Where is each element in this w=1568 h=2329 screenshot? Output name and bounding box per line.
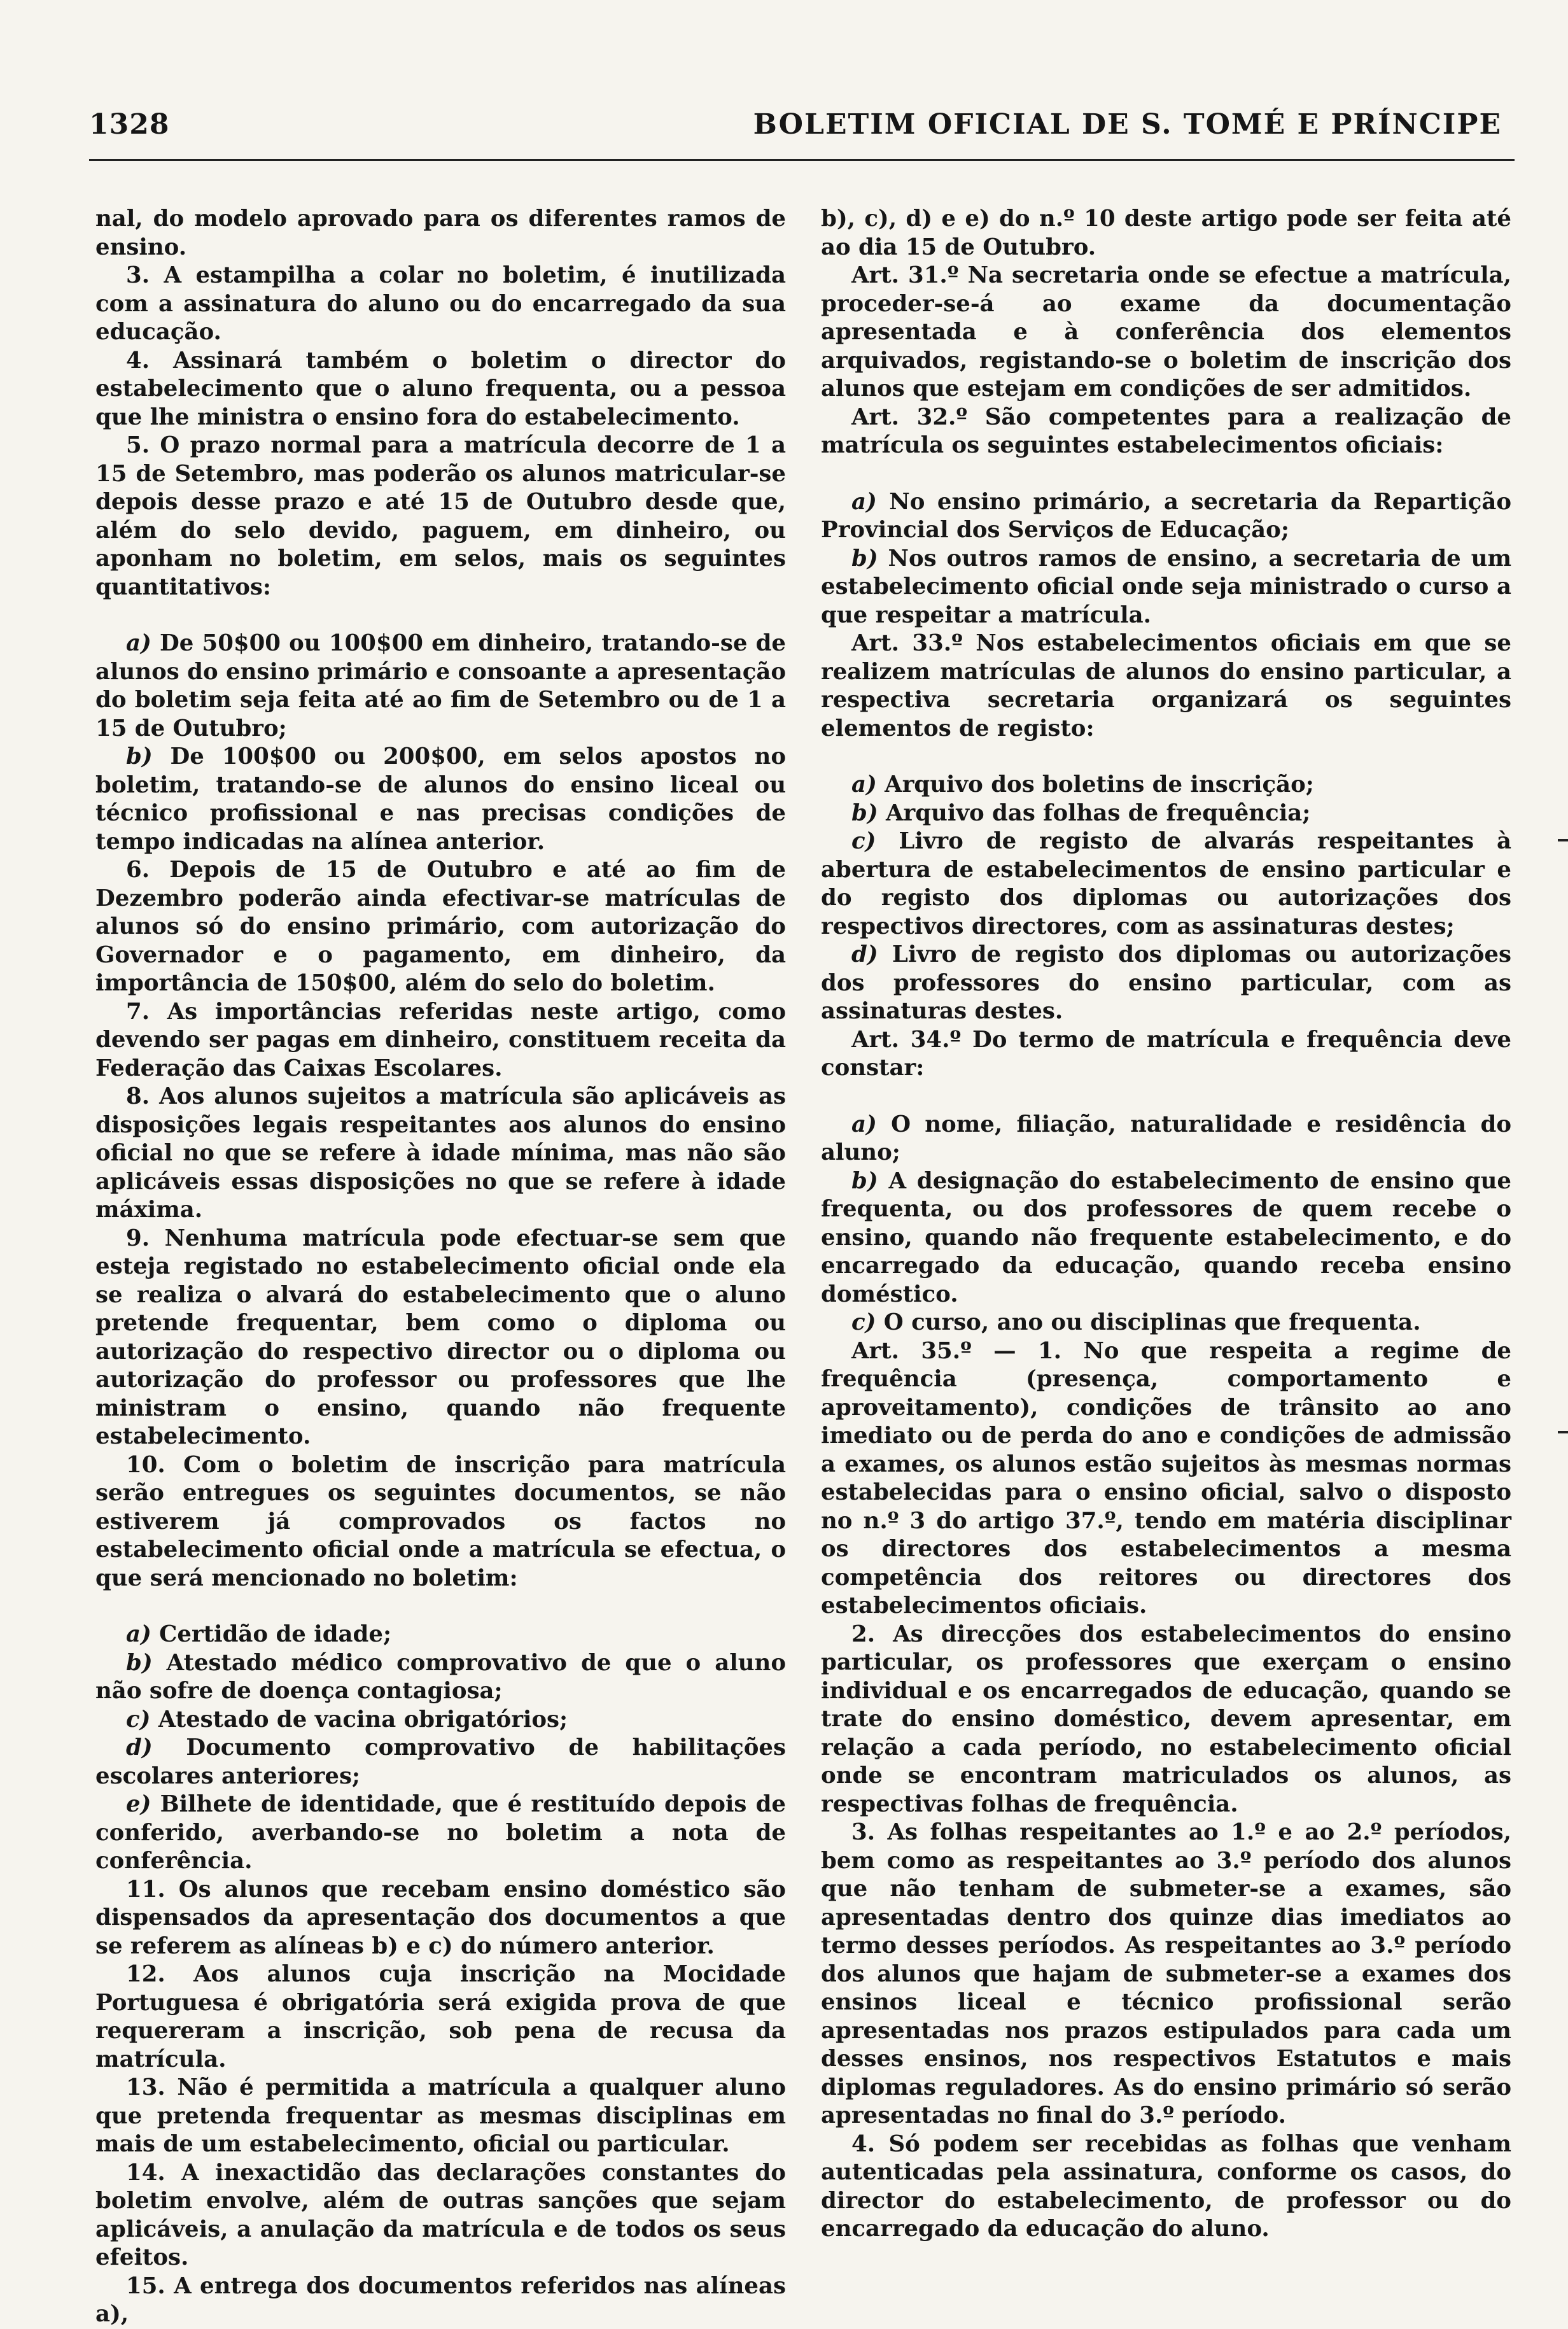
list-item [821,1167,1511,1309]
item-letter: c) [851,828,876,854]
margin-mark [1558,839,1568,841]
list-item [821,941,1511,1026]
paragraph: 10. Com o boletim de inscrição para matrícula serão entregues os seguintes documentos, se não estiverem já comprovados os factos no estabelecimento oficial onde a matrícula se efectua, o que será mencionado no boletim: [95,1451,786,1591]
paragraph: 6. Depois de 15 de Outubro e até ao fim de Dezembro poderão ainda efectivar-se matrículas de alunos só do ensino primário, com autorização do Governador e o pagamento, em dinheiro, da importância de 150$00, além do selo do boletim. [95,857,786,996]
paragraph: 15. A entrega dos documentos referidos nas alíneas a), [95,2272,786,2327]
paragraph-gap [821,460,1511,488]
item-text: Documento comprovativo de habilitações escolares anteriores; [95,1734,786,1789]
paragraph: Art. 34.º Do termo de matrícula e frequência deve constar: [821,1026,1511,1081]
paragraph-gap [821,1083,1511,1111]
item-letter: d) [126,1734,153,1761]
paragraph: 14. A inexactidão das declarações constantes do boletim envolve, além de outras sanções que sejam aplicáveis, a anulação da matrícula e de todos os seus efeitos. [95,2159,786,2270]
item-text: Arquivo dos boletins de inscrição; [885,771,1314,798]
paragraph: Art. 31.º Na secretaria onde se efectue a matrícula, proceder-se-á ao exame da documentação apresentada e à conferência dos elementos arquivados, registando-se o boletim de inscrição dos alunos que estejam em condições de ser admitidos. [821,262,1511,402]
item-letter: a) [851,488,877,515]
list-item [821,488,1511,545]
item-text: Nos outros ramos de ensino, a secretaria de um estabelecimento oficial onde seja ministrado o curso a que respeitar a matrícula. [821,545,1512,628]
paragraph: 5. O prazo normal para a matrícula decorre de 1 a 15 de Setembro, mas poderão os alunos matricular-se depois desse prazo e até 15 de Outubro desde que, além do selo devido, paguem, em dinheiro, ou aponham no boletim, em selos, mais os seguintes quantitativos: [95,432,786,600]
paragraph: 8. Aos alunos sujeitos a matrícula são aplicáveis as disposições legais respeitantes aos alunos do ensino oficial no que se refere à idade mínima, mas não são aplicáveis essas disposições no que se refere à idade máxima. [95,1083,786,1223]
paragraph: Art. 33.º Nos estabelecimentos oficiais em que se realizem matrículas de alunos do ensino particular, a respectiva secretaria organizará os seguintes elementos de registo: [821,630,1511,742]
page-header [89,108,1515,153]
list-item [821,827,1511,941]
item-text: Atestado médico comprovativo de que o aluno não sofre de doença contagiosa; [95,1649,787,1704]
right-column [821,205,1511,2244]
list-item [821,771,1511,799]
paragraph: Art. 35.º — 1. No que respeita a regime de frequência (presença, comportamento e aproveitamento), condições de trânsito ao ano imediato ou de perda do ano e condições de admissão a exames, os alunos estão sujeitos às mesmas normas estabelecidas para o ensino oficial, salvo o disposto no n.º 3 do artigo 37.º, tendo em matéria disciplinar os directores dos estabelecimentos a mesma competência dos reitores ou directores dos estabelecimentos oficiais. [821,1337,1511,1619]
item-letter: a) [851,771,877,798]
left-column [95,205,786,2329]
item-letter: b) [126,1649,153,1676]
list-item [95,630,786,743]
paragraph: 3. As folhas respeitantes ao 1.º e ao 2.º períodos, bem como as respeitantes ao 3.º período dos alunos que não tenham de submeter-se a exames, são apresentadas dentro dos quinze dias imediatos ao termo desses períodos. As respeitantes ao 3.º período dos alunos que hajam de submeter-se a exames dos ensinos liceal e técnico profissional serão apresentadas nos prazos estipulados para cada um desses ensinos, nos respectivos Estatutos e mais diplomas reguladores. As do ensino primário só serão apresentadas no final do 3.º período. [821,1819,1511,2128]
item-letter: a) [851,1111,877,1137]
paragraph-gap [95,1593,786,1621]
item-letter: b) [851,1167,878,1194]
list-item [95,1791,786,1876]
item-text: O nome, filiação, naturalidade e residência do aluno; [821,1111,1511,1165]
item-text: Livro de registo de alvarás respeitantes à abertura de estabelecimentos de ensino particular e do registo dos diplomas ou autorizações dos respectivos directores, com as assinaturas destes; [821,828,1512,939]
margin-mark [1558,1431,1568,1433]
paragraph: Art. 32.º São competentes para a realização de matrícula os seguintes estabelecimentos oficiais: [821,404,1511,458]
item-text: Arquivo das folhas de frequência; [885,799,1311,826]
item-text: De 50$00 ou 100$00 em dinheiro, tratando-se de alunos do ensino primário e consoante a apresentação do boletim seja feita até ao fim de Setembro ou de 1 a 15 de Outubro; [95,630,786,742]
item-text: Livro de registo dos diplomas ou autorizações dos professores do ensino particular, com as assinaturas destes. [821,941,1512,1024]
paragraph: 4. Assinará também o boletim o director do estabelecimento que o aluno frequenta, ou a pessoa que lhe ministra o ensino fora do estabelecimento. [95,347,786,430]
item-text: De 100$00 ou 200$00, em selos apostos no boletim, tratando-se de alunos do ensino liceal ou técnico profissional e nas precisas condições de tempo indicadas na alínea anterior. [95,743,786,855]
item-letter: a) [126,630,151,656]
item-letter: b) [851,799,878,826]
list-item [95,1621,786,1649]
list-item [95,743,786,856]
item-text: Atestado de vacina obrigatórios; [158,1706,568,1733]
item-text: Bilhete de identidade, que é restituído depois de conferido, averbando-se no boletim a nota de conferência. [95,1791,786,1874]
list-item [821,799,1511,828]
item-letter: b) [126,743,153,770]
item-letter: e) [126,1791,151,1817]
list-item [95,1706,786,1734]
paragraph-gap [95,602,786,630]
item-letter: c) [126,1706,151,1733]
list-item [821,545,1511,630]
paragraph: 7. As importâncias referidas neste artigo, como devendo ser pagas em dinheiro, constituem receita da Federação das Caixas Escolares. [95,998,786,1081]
running-title: BOLETIM OFICIAL DE S. TOMÉ E PRÍNCIPE [753,108,1502,141]
item-letter: d) [851,941,878,967]
paragraph: 4. Só podem ser recebidas as folhas que venham autenticadas pela assinatura, conforme os casos, do director do estabelecimento, de professor ou do encarregado da educação do aluno. [821,2130,1511,2242]
paragraph-gap [821,743,1511,771]
list-item [821,1309,1511,1337]
list-item [95,1734,786,1791]
list-item [95,1649,786,1706]
header-rule [89,159,1515,161]
item-text: No ensino primário, a secretaria da Repartição Provincial dos Serviços de Educação; [821,488,1512,543]
paragraph: 2. As direcções dos estabelecimentos do ensino particular, os professores que exerçam o ensino individual e os encarregados de educação, quando se trate do ensino doméstico, devem apresentar, em relação a cada período, no estabelecimento oficial onde se encontram matriculados os alunos, as respectivas folhas de frequência. [821,1621,1511,1817]
paragraph: 9. Nenhuma matrícula pode efectuar-se sem que esteja registado no estabelecimento oficial onde ela se realiza o alvará do estabelecimento que o aluno pretende frequentar, bem como o diploma ou autorização do respectivo director ou o diploma ou autorização do professor ou professores que lhe ministram o ensino, quando não frequente estabelecimento. [95,1225,786,1449]
paragraph: b), c), d) e e) do n.º 10 deste artigo pode ser feita até ao dia 15 de Outubro. [821,206,1511,260]
paragraph: 13. Não é permitida a matrícula a qualquer aluno que pretenda frequentar as mesmas disciplinas em mais de um estabelecimento, oficial ou particular. [95,2074,786,2157]
list-item [821,1111,1511,1167]
item-letter: c) [851,1309,876,1335]
item-letter: a) [126,1621,151,1647]
item-text: A designação do estabelecimento de ensino que frequenta, ou dos professores de quem recebe o ensino, quando não frequente estabelecimento, e do encarregado da educação, quando receba ensino doméstico. [821,1167,1512,1307]
item-text: O curso, ano ou disciplinas que frequenta. [883,1309,1421,1335]
item-letter: b) [851,545,878,572]
item-text: Certidão de idade; [159,1621,392,1647]
paragraph: nal, do modelo aprovado para os diferentes ramos de ensino. [95,206,786,260]
paragraph: 3. A estampilha a colar no boletim, é inutilizada com a assinatura do aluno ou do encarregado da sua educação. [95,262,786,345]
paragraph: 11. Os alunos que recebam ensino doméstico são dispensados da apresentação dos documentos a que se referem as alíneas b) e c) do número anterior. [95,1876,786,1959]
page-number: 1328 [89,108,170,141]
paragraph: 12. Aos alunos cuja inscrição na Mocidade Portuguesa é obrigatória será exigida prova de que requereram a inscrição, sob pena de recusa da matrícula. [95,1961,786,2072]
